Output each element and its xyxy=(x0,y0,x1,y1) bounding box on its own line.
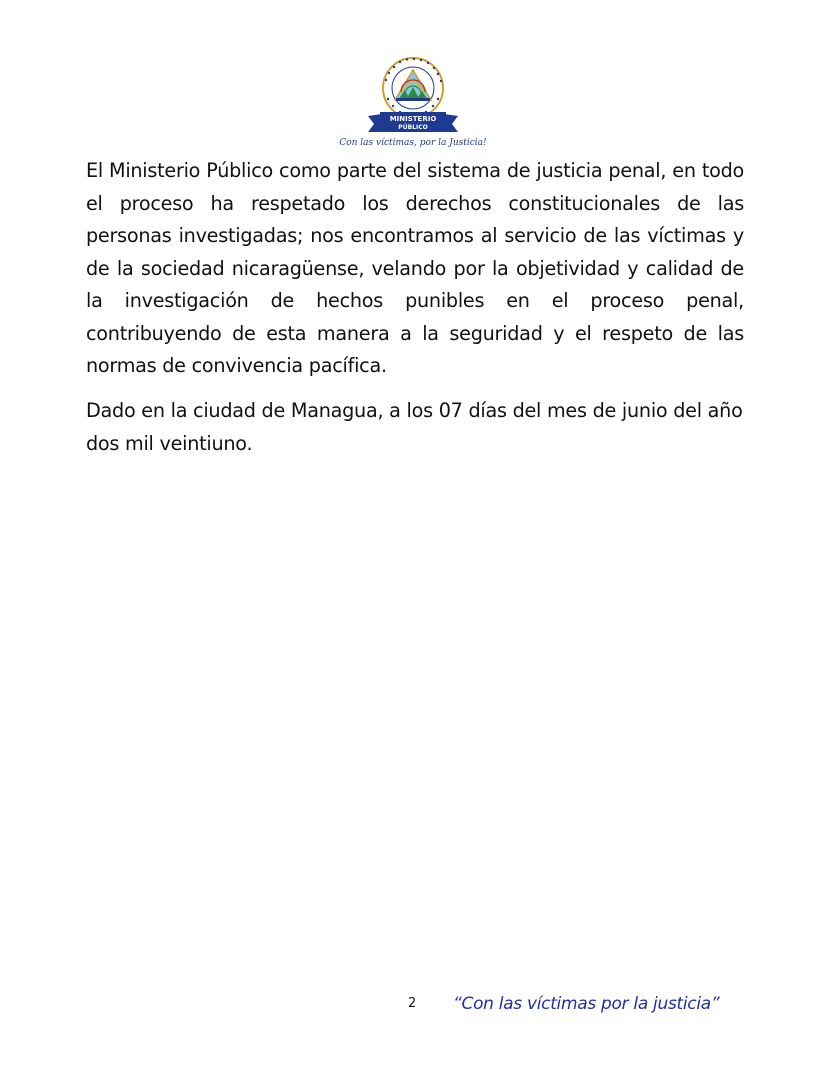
body-paragraph-1: El Ministerio Público como parte del sistema de justicia penal, en todo el proceso ha respetado los derechos constitucionales de las personas investigadas; nos encontramos al servicio de las víctimas y de la sociedad nicaragüense, velando por la objetividad y calidad de la investigación de hechos punibles en el proceso penal, contribuyendo de esta manera a la seguridad y el respeto de las normas de convivencia pacífica. xyxy=(86,159,744,377)
banner-text-line1: MINISTERIO xyxy=(389,115,437,123)
page-number: 2 xyxy=(408,996,417,1011)
body-paragraph-2: Dado en la ciudad de Managua, a los 07 días del mes de junio del año dos mil veintiuno. xyxy=(86,399,743,455)
logo-tagline: Con las víctimas, por la Justicia! xyxy=(339,138,487,148)
banner-text-line2: PÚBLICO xyxy=(398,124,428,131)
coat-of-arms-icon xyxy=(338,54,488,150)
footer-motto: “Con las víctimas por la justicia” xyxy=(453,994,720,1014)
ministerio-publico-logo xyxy=(338,54,488,150)
